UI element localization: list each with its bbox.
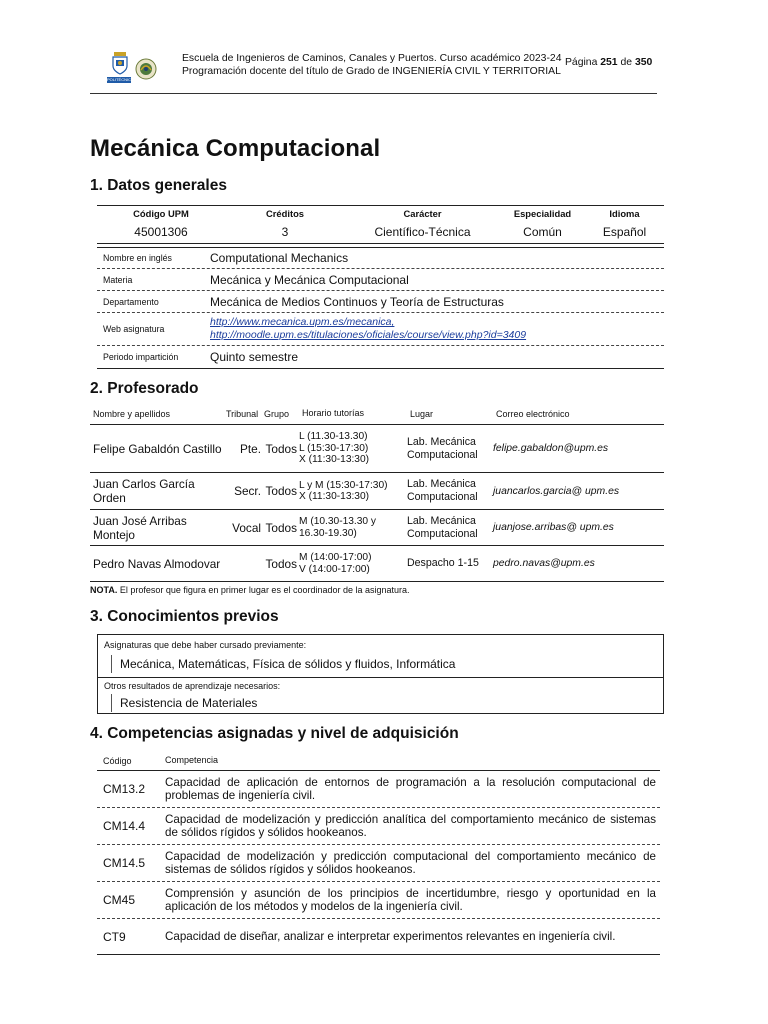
competency-code: CM13.2 — [103, 782, 146, 796]
col-lugar: Lugar — [410, 408, 434, 419]
general-data-values-row — [97, 221, 664, 244]
professor-email[interactable]: juanjose.arribas@ upm.es — [493, 522, 614, 533]
prior-subjects-value: Mecánica, Matemáticas, Física de sólidos y fluidos, Informática — [111, 655, 663, 673]
page-current: 251 — [600, 57, 618, 68]
professor-grupo: Todos — [265, 520, 297, 535]
professor-email[interactable]: pedro.navas@upm.es — [493, 558, 595, 569]
info-value — [207, 316, 664, 342]
document-header — [182, 52, 561, 78]
table-row — [97, 919, 660, 955]
prior-outcomes-label: Otros resultados de aprendizaje necesarios: — [104, 681, 281, 691]
prior-outcomes-value: Resistencia de Materiales — [111, 694, 663, 712]
header-program-line: Programación docente del título de Grado de INGENIERÍA CIVIL Y TERRITORIAL — [182, 66, 561, 77]
col-creditos: Créditos — [265, 208, 305, 219]
university-logos — [103, 50, 161, 86]
value-caracter: Científico-Técnica — [374, 225, 471, 239]
note-text: El profesor que figura en primer lugar es el coordinador de la asignatura. — [119, 585, 410, 595]
course-info-table — [97, 247, 664, 369]
professor-grupo: Todos — [265, 556, 297, 571]
competency-text: Capacidad de aplicación de entornos de programación a la resolución computacional de problemas de ingeniería civil. — [165, 775, 656, 802]
professor-horario: L y M (15:30-17:30) X (11:30-13:30) — [299, 479, 388, 502]
info-key: Nombre en inglés — [103, 253, 172, 263]
prior-subjects-label: Asignaturas que debe haber cursado previamente: — [104, 640, 307, 650]
competency-code: CM14.4 — [103, 819, 146, 833]
header-divider — [90, 93, 657, 94]
section-profesorado-heading: 2. Profesorado — [90, 380, 199, 397]
section-datos-generales-heading: 1. Datos generales — [90, 177, 227, 194]
professor-horario: L (11.30-13.30) L (15:30-17:30) X (11:30-13:30) — [299, 431, 370, 466]
web-link-mecanica[interactable]: http://www.mecanica.upm.es/mecanica, — [210, 316, 395, 328]
faculty-note — [90, 585, 410, 595]
faculty-table — [90, 404, 664, 582]
col-horario: Horario tutorías — [302, 408, 365, 419]
page-title: Mecánica Computacional — [90, 135, 381, 162]
professor-name: Juan José Arribas Montejo — [93, 513, 187, 542]
professor-grupo: Todos — [265, 484, 297, 498]
col-tribunal: Tribunal — [226, 409, 259, 419]
table-row — [90, 546, 664, 582]
competency-code: CT9 — [103, 929, 126, 944]
competency-code: CM14.5 — [103, 856, 146, 870]
info-value: Mecánica y Mecánica Computacional — [210, 272, 409, 287]
info-key: Periodo impartición — [103, 352, 179, 362]
faculty-header-row — [90, 404, 664, 425]
col-idioma: Idioma — [609, 208, 640, 219]
info-row-departamento — [97, 291, 664, 313]
competency-text: Capacidad de modelización y predicción computacional del comportamiento mecánico de sistemas de sólidos rígidos y sólidos hookeanos. — [165, 849, 656, 876]
general-data-header-row — [97, 206, 664, 221]
section-conocimientos-heading: 3. Conocimientos previos — [90, 608, 279, 625]
general-data-table — [97, 205, 664, 244]
professor-tribunal: Secr. — [234, 484, 261, 498]
professor-name: Juan Carlos García Orden — [93, 477, 195, 505]
info-value: Quinto semestre — [210, 350, 299, 364]
professor-horario: M (14:00-17:00) V (14:00-17:00) — [299, 552, 372, 575]
page-number: Página 251 de 350 — [565, 57, 653, 68]
table-row — [90, 473, 664, 510]
table-row — [90, 510, 664, 546]
school-seal-icon — [135, 58, 157, 80]
professor-name: Felipe Gabaldón Castillo — [93, 441, 222, 456]
table-row — [97, 771, 660, 808]
professor-grupo: Todos — [265, 441, 297, 456]
competencies-table — [97, 752, 660, 955]
professor-tribunal: Vocal — [232, 520, 261, 535]
upm-crest-icon — [109, 50, 131, 76]
competency-text: Capacidad de diseñar, analizar e interpretar experimentos relevantes en ingeniería civil. — [165, 929, 616, 943]
professor-lugar: Despacho 1-15 — [407, 557, 479, 569]
info-row-periodo — [97, 346, 664, 369]
value-idioma: Español — [602, 225, 647, 239]
col-caracter: Carácter — [403, 208, 442, 219]
info-row-nombre-ingles — [97, 248, 664, 269]
value-codigo-upm: 45001306 — [134, 225, 188, 239]
competency-text: Comprensión y asunción de los principios de incertidumbre, riesgo y oportunidad en la aplicación de los métodos y modelos de la ingeniería civil. — [165, 886, 656, 913]
professor-name: Pedro Navas Almodovar — [93, 556, 221, 571]
competency-text: Capacidad de modelización y predicción analítica del comportamiento mecánico de sistemas de sólidos rígidos y sólidos hookeanos. — [165, 812, 656, 839]
col-competencia: Competencia — [165, 755, 219, 766]
col-codigo-upm: Código UPM — [133, 208, 189, 219]
professor-email[interactable]: juancarlos.garcia@ upm.es — [493, 485, 620, 497]
info-key: Materia — [103, 274, 133, 285]
table-row — [97, 808, 660, 845]
col-nombre: Nombre y apellidos — [93, 409, 171, 419]
web-link-moodle[interactable]: http://moodle.upm.es/titulaciones/oficiales/course/view.php?id=3409 — [210, 329, 527, 341]
note-label: NOTA. — [90, 585, 118, 595]
competencies-header-row — [97, 752, 660, 771]
header-school-line: Escuela de Ingenieros de Caminos, Canales y Puertos. Curso académico 2023-24 — [182, 53, 562, 64]
col-correo: Correo electrónico — [496, 409, 570, 419]
competency-code: CM45 — [103, 893, 136, 907]
professor-horario: M (10.30-13.30 y 16.30-19.30) — [299, 516, 377, 539]
value-especialidad: Común — [523, 225, 562, 239]
table-row — [97, 845, 660, 882]
col-codigo: Código — [103, 756, 132, 766]
prior-knowledge-box — [97, 634, 664, 714]
table-row — [90, 425, 664, 473]
professor-lugar: Lab. Mecánica Computacional — [407, 514, 478, 540]
info-key: Departamento — [103, 296, 159, 307]
info-row-materia — [97, 269, 664, 291]
info-row-web — [97, 313, 664, 346]
section-competencias-heading: 4. Competencias asignadas y nivel de adquisición — [90, 725, 459, 742]
professor-lugar: Lab. Mecánica Computacional — [407, 478, 478, 503]
professor-lugar: Lab. Mecánica Computacional — [407, 435, 478, 461]
value-creditos: 3 — [281, 225, 289, 239]
col-especialidad: Especialidad — [513, 208, 572, 219]
info-value: Computational Mechanics — [210, 251, 349, 265]
col-grupo: Grupo — [264, 409, 290, 419]
info-key: Web asignatura — [103, 324, 165, 334]
page-total: 350 — [634, 57, 653, 68]
info-value: Mecánica de Medios Continuos y Teoría de Estructuras — [210, 294, 504, 309]
upm-logo-label: POLITÉCNICA — [107, 77, 134, 82]
table-row — [97, 882, 660, 919]
professor-tribunal: Pte. — [240, 441, 261, 456]
professor-email[interactable]: felipe.gabaldon@upm.es — [493, 443, 609, 454]
